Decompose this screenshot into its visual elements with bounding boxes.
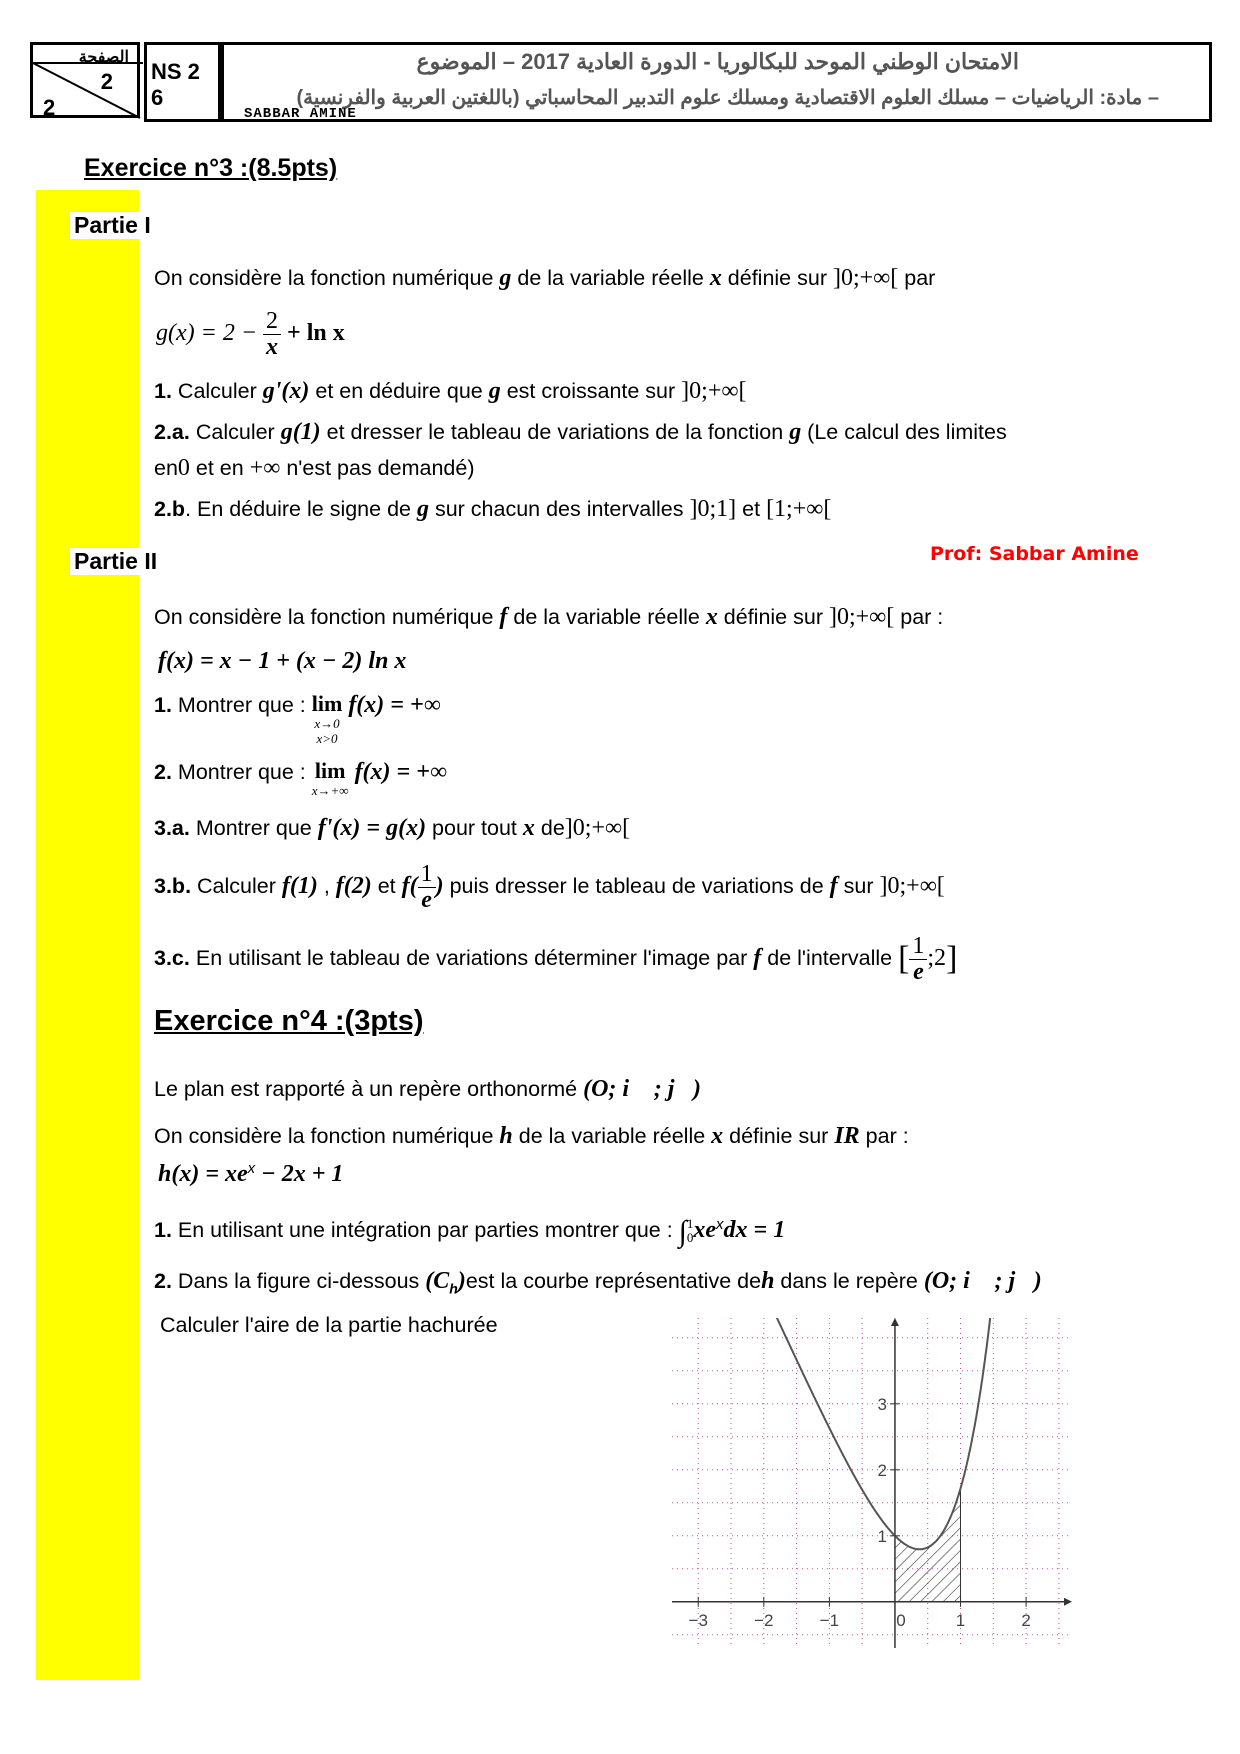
part1-q2a-line2: en0 et en +∞ n'est pas demandé) [154, 455, 475, 481]
ex4-q1: 1. En utilisant une intégration par parties montrer que : ∫ 1 0 $xe^xdx = 1$ [154, 1215, 786, 1248]
function-graph [672, 1318, 1072, 1648]
x-axis-arrow [1064, 1598, 1072, 1606]
part1-intro: On considère la fonction numérique g de la variable réelle x définie sur ]0;+∞[ par [154, 265, 936, 291]
g-definition: g(x) = 2 − $\frac{2}{x}$ + ln x [156, 308, 345, 360]
x-tick-label: 1 [955, 1610, 966, 1630]
part1-q1: 1. Calculer g'(x) et en déduire que g est croissante sur ]0;+∞[ [154, 378, 747, 404]
exercise4-title: Exercice n°4 :(3pts) [154, 1005, 424, 1037]
page-current: 2 [100, 69, 113, 94]
x-tick-label: −3 [688, 1610, 708, 1630]
f-definition: f(x) = x − 1 + (x − 2) ln x [158, 648, 407, 674]
y-tick-label: 2 [877, 1460, 887, 1480]
exam-title-line2: – مادة: الرياضيات – مسلك العلوم الاقتصادية ومسلك علوم التدبير المحاسباتي (باللغتين العربية والفرنسية) [296, 87, 1159, 109]
page-total: 2 [43, 95, 56, 120]
ex4-q2: 2. Dans la figure ci-dessous $(C_h)est$ la courbe représentative deh dans le repère (O; i⃗ ; j⃗) [154, 1268, 1042, 1297]
h-definition: $h(x) = xe^x - 2x + 1$ [158, 1160, 344, 1188]
part2-q3a: 3.a. Montrer que f'(x) = g(x) pour tout x de]0;+∞[ [154, 815, 631, 841]
yellow-margin-bar [36, 190, 139, 1680]
part2-title: Partie II [70, 548, 161, 575]
graph-grid [672, 1318, 1072, 1648]
part2-q1: 1. Montrer que : lim x→0 x>0 f(x) = +∞ [154, 691, 441, 746]
part1-q2b: 2.b. En déduire le signe de g sur chacun des intervalles ]0;1] et [1;+∞[ [154, 496, 832, 522]
y-tick-label: 1 [877, 1526, 887, 1546]
author-watermark: SABBAR AMINE [244, 108, 357, 122]
part2-intro: On considère la fonction numérique f de la variable réelle x définie sur ]0;+∞[ par : [154, 604, 944, 630]
ex4-intro: On considère la fonction numérique h de la variable réelle x définie sur IR par : [154, 1123, 909, 1149]
part1-q2a: 2.a. Calculer g(1) et dresser le tableau de variations de la fonction g (Le calcul des limites [154, 419, 1007, 445]
exam-title-line1: الامتحان الوطني الموحد للبكالوريا - الدورة العادية 2017 – الموضوع [416, 49, 1019, 74]
page-number-box [30, 42, 140, 118]
y-axis-arrow [891, 1318, 899, 1326]
exam-code: NS 2 6 [144, 42, 224, 122]
y-tick-label: 3 [877, 1394, 887, 1414]
exam-title-box [224, 42, 1212, 122]
part2-q2: 2. Montrer que : lim x→+∞ f(x) = +∞ [154, 758, 447, 798]
prof-credit: Prof: Sabbar Amine [930, 543, 1139, 565]
x-tick-label: −2 [754, 1610, 774, 1630]
ex4-frame-line: Le plan est rapporté à un repère orthonormé (O; i⃗ ; j⃗) [154, 1076, 702, 1102]
graph-axes [672, 1318, 1072, 1648]
x-tick-label: −1 [819, 1610, 840, 1630]
x-tick-label: 0 [896, 1610, 906, 1630]
ex4-q2-line2: Calculer l'aire de la partie hachurée [160, 1313, 498, 1337]
graph-ticks [689, 1395, 1031, 1630]
part2-q3c: 3.c. En utilisant le tableau de variations déterminer l'image par f de l'intervalle [ $\frac{1}{e}$ ;2] [154, 933, 958, 985]
exercise3-title: Exercice n°3 :(8.5pts) [84, 154, 338, 182]
part2-q3b: 3.b. Calculer f(1) , f(2) et f( $\frac{1}{e}$ ) puis dresser le tableau de variations de f sur ]0;+∞[ [154, 861, 945, 913]
exam-header [30, 42, 1212, 124]
part1-title: Partie I [70, 212, 155, 239]
x-tick-label: 2 [1021, 1610, 1031, 1630]
page-label: الصفحة [78, 49, 129, 66]
